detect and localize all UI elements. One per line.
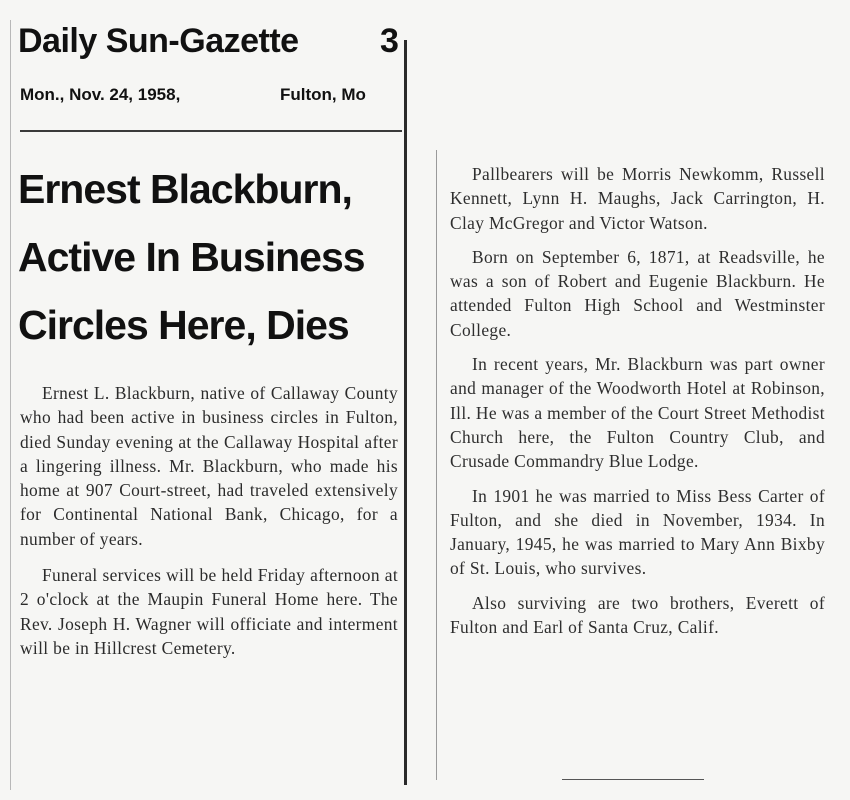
headline-line: Ernest Blackburn, <box>18 166 352 212</box>
masthead-name: Daily Sun-Gazette <box>18 22 299 60</box>
article-paragraph: Ernest L. Blackburn, native of Callaway County who had been active in business circles in Fulton, died Sunday evening at the Callaway Hospital after a lingering illness. Mr. Blackburn, who made his home at 907 Court-street, had traveled extensively for Continental National Bank, Chicago, for a number of years. <box>20 383 398 549</box>
article-paragraph: Funeral services will be held Friday afternoon at 2 o'clock at the Maupin Funeral Home here. The Rev. Joseph H. Wagner will officiate and interment will be in Hillcrest Cemetery. <box>20 565 398 658</box>
column-rule-thin <box>436 150 437 780</box>
article-paragraph: In recent years, Mr. Blackburn was part owner and manager of the Woodworth Hotel at Robinson, Ill. He was a member of the Court Street Methodist Church here, the Fulton Country Club, and Crusade Commandry Blue Lodge. <box>450 354 825 472</box>
headline-line: Circles Here, Dies <box>18 302 349 348</box>
article-paragraph: Pallbearers will be Morris Newkomm, Russell Kennett, Lynn H. Maughs, Jack Carrington, H. Clay McGregor and Victor Watson. <box>450 164 825 233</box>
page-number: 3 <box>380 22 399 60</box>
dateline-place: Fulton, Mo <box>280 85 366 104</box>
end-rule <box>562 779 704 780</box>
column-rule <box>404 40 407 785</box>
article-column-right <box>450 162 825 649</box>
masthead-rule <box>20 130 402 132</box>
headline <box>18 155 403 359</box>
dateline-date: Mon., Nov. 24, 1958, <box>20 85 181 104</box>
article-paragraph: Born on September 6, 1871, at Readsville, he was a son of Robert and Eugenie Blackburn. He attended Fulton High School and Westminster College. <box>450 246 825 340</box>
clipping-left-edge <box>10 20 11 790</box>
headline-line: Active In Business <box>18 234 365 280</box>
article-column-left <box>20 381 398 672</box>
article-paragraph: Also surviving are two brothers, Everett of Fulton and Earl of Santa Cruz, Calif. <box>450 592 825 638</box>
article-paragraph: In 1901 he was married to Miss Bess Carter of Fulton, and she died in November, 1934. In January, 1945, he was married to Mary Ann Bixby of St. Louis, who survives. <box>450 485 825 579</box>
